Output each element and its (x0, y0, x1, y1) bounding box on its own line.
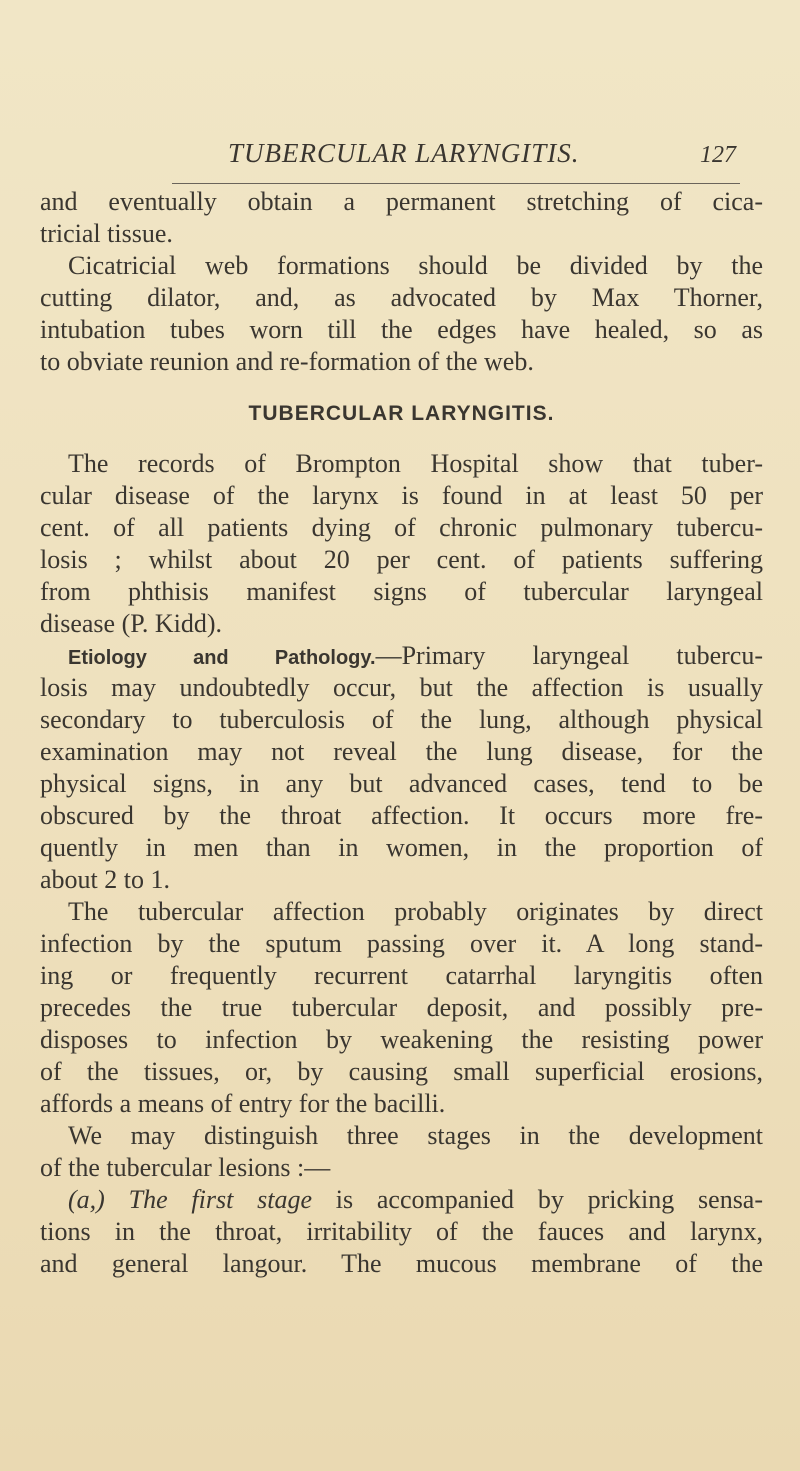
text-line: about 2 to 1. (40, 865, 170, 894)
text-line: of the tissues, or, by causing small superficial erosions, (40, 1057, 763, 1086)
text-line: cutting dilator, and, as advocated by Max Thorner, (40, 283, 763, 312)
text-line: and eventually obtain a permanent stretching of cica- (40, 187, 763, 216)
text-fragment: —Primary laryngeal tubercu- (375, 641, 763, 670)
text-line: physical signs, in any but advanced cases, tend to be (40, 769, 763, 798)
page-number: 127 (700, 142, 736, 168)
running-header (170, 138, 750, 178)
list-marker: (a,) (68, 1185, 105, 1214)
text-line: tricial tissue. (40, 219, 173, 248)
stage-label: The first stage (128, 1185, 312, 1214)
text-line: losis ; whilst about 20 per cent. of patients suffering (40, 545, 763, 574)
section-heading: TUBERCULAR LARYNGITIS. (248, 402, 555, 425)
text-line: cent. of all patients dying of chronic pulmonary tubercu- (40, 513, 763, 542)
page-body (40, 186, 763, 1280)
text-line (40, 640, 763, 672)
text-line: to obviate reunion and re-formation of the web. (40, 347, 534, 376)
text-line: secondary to tuberculosis of the lung, although physical (40, 705, 763, 734)
text-line: obscured by the throat affection. It occurs more fre- (40, 801, 763, 830)
text-line: losis may undoubtedly occur, but the affection is usually (40, 673, 763, 702)
running-header-title: TUBERCULAR LARYNGITIS. (228, 138, 580, 168)
text-line: ing or frequently recurrent catarrhal laryngitis often (40, 961, 763, 990)
text-line: and general langour. The mucous membrane of the (40, 1249, 763, 1278)
text-line: of the tubercular lesions :— (40, 1153, 331, 1182)
header-rule (172, 183, 740, 184)
text-line: disease (P. Kidd). (40, 609, 222, 638)
text-line: We may distinguish three stages in the development (68, 1121, 763, 1150)
text-line: from phthisis manifest signs of tubercular laryngeal (40, 577, 763, 606)
text-line: intubation tubes worn till the edges have healed, so as (40, 315, 763, 344)
text-line: infection by the sputum passing over it. A long stand- (40, 929, 763, 958)
text-line: precedes the true tubercular deposit, and possibly pre- (40, 993, 763, 1022)
text-line: The tubercular affection probably originates by direct (68, 897, 763, 926)
text-line: Cicatricial web formations should be divided by the (68, 251, 763, 280)
text-fragment: is accompanied by pricking sensa- (311, 1185, 764, 1214)
text-line: quently in men than in women, in the proportion of (40, 833, 763, 862)
text-line: tions in the throat, irritability of the fauces and larynx, (40, 1217, 763, 1246)
text-line: disposes to infection by weakening the resisting power (40, 1025, 763, 1054)
text-line: cular disease of the larynx is found in at least 50 per (40, 481, 763, 510)
text-line (40, 1184, 763, 1216)
subheading-etiology: Etiology and Pathology. (68, 647, 376, 669)
text-line: affords a means of entry for the bacilli. (40, 1089, 446, 1118)
text-line: The records of Brompton Hospital show that tuber- (68, 449, 763, 478)
text-line: examination may not reveal the lung disease, for the (40, 737, 763, 766)
